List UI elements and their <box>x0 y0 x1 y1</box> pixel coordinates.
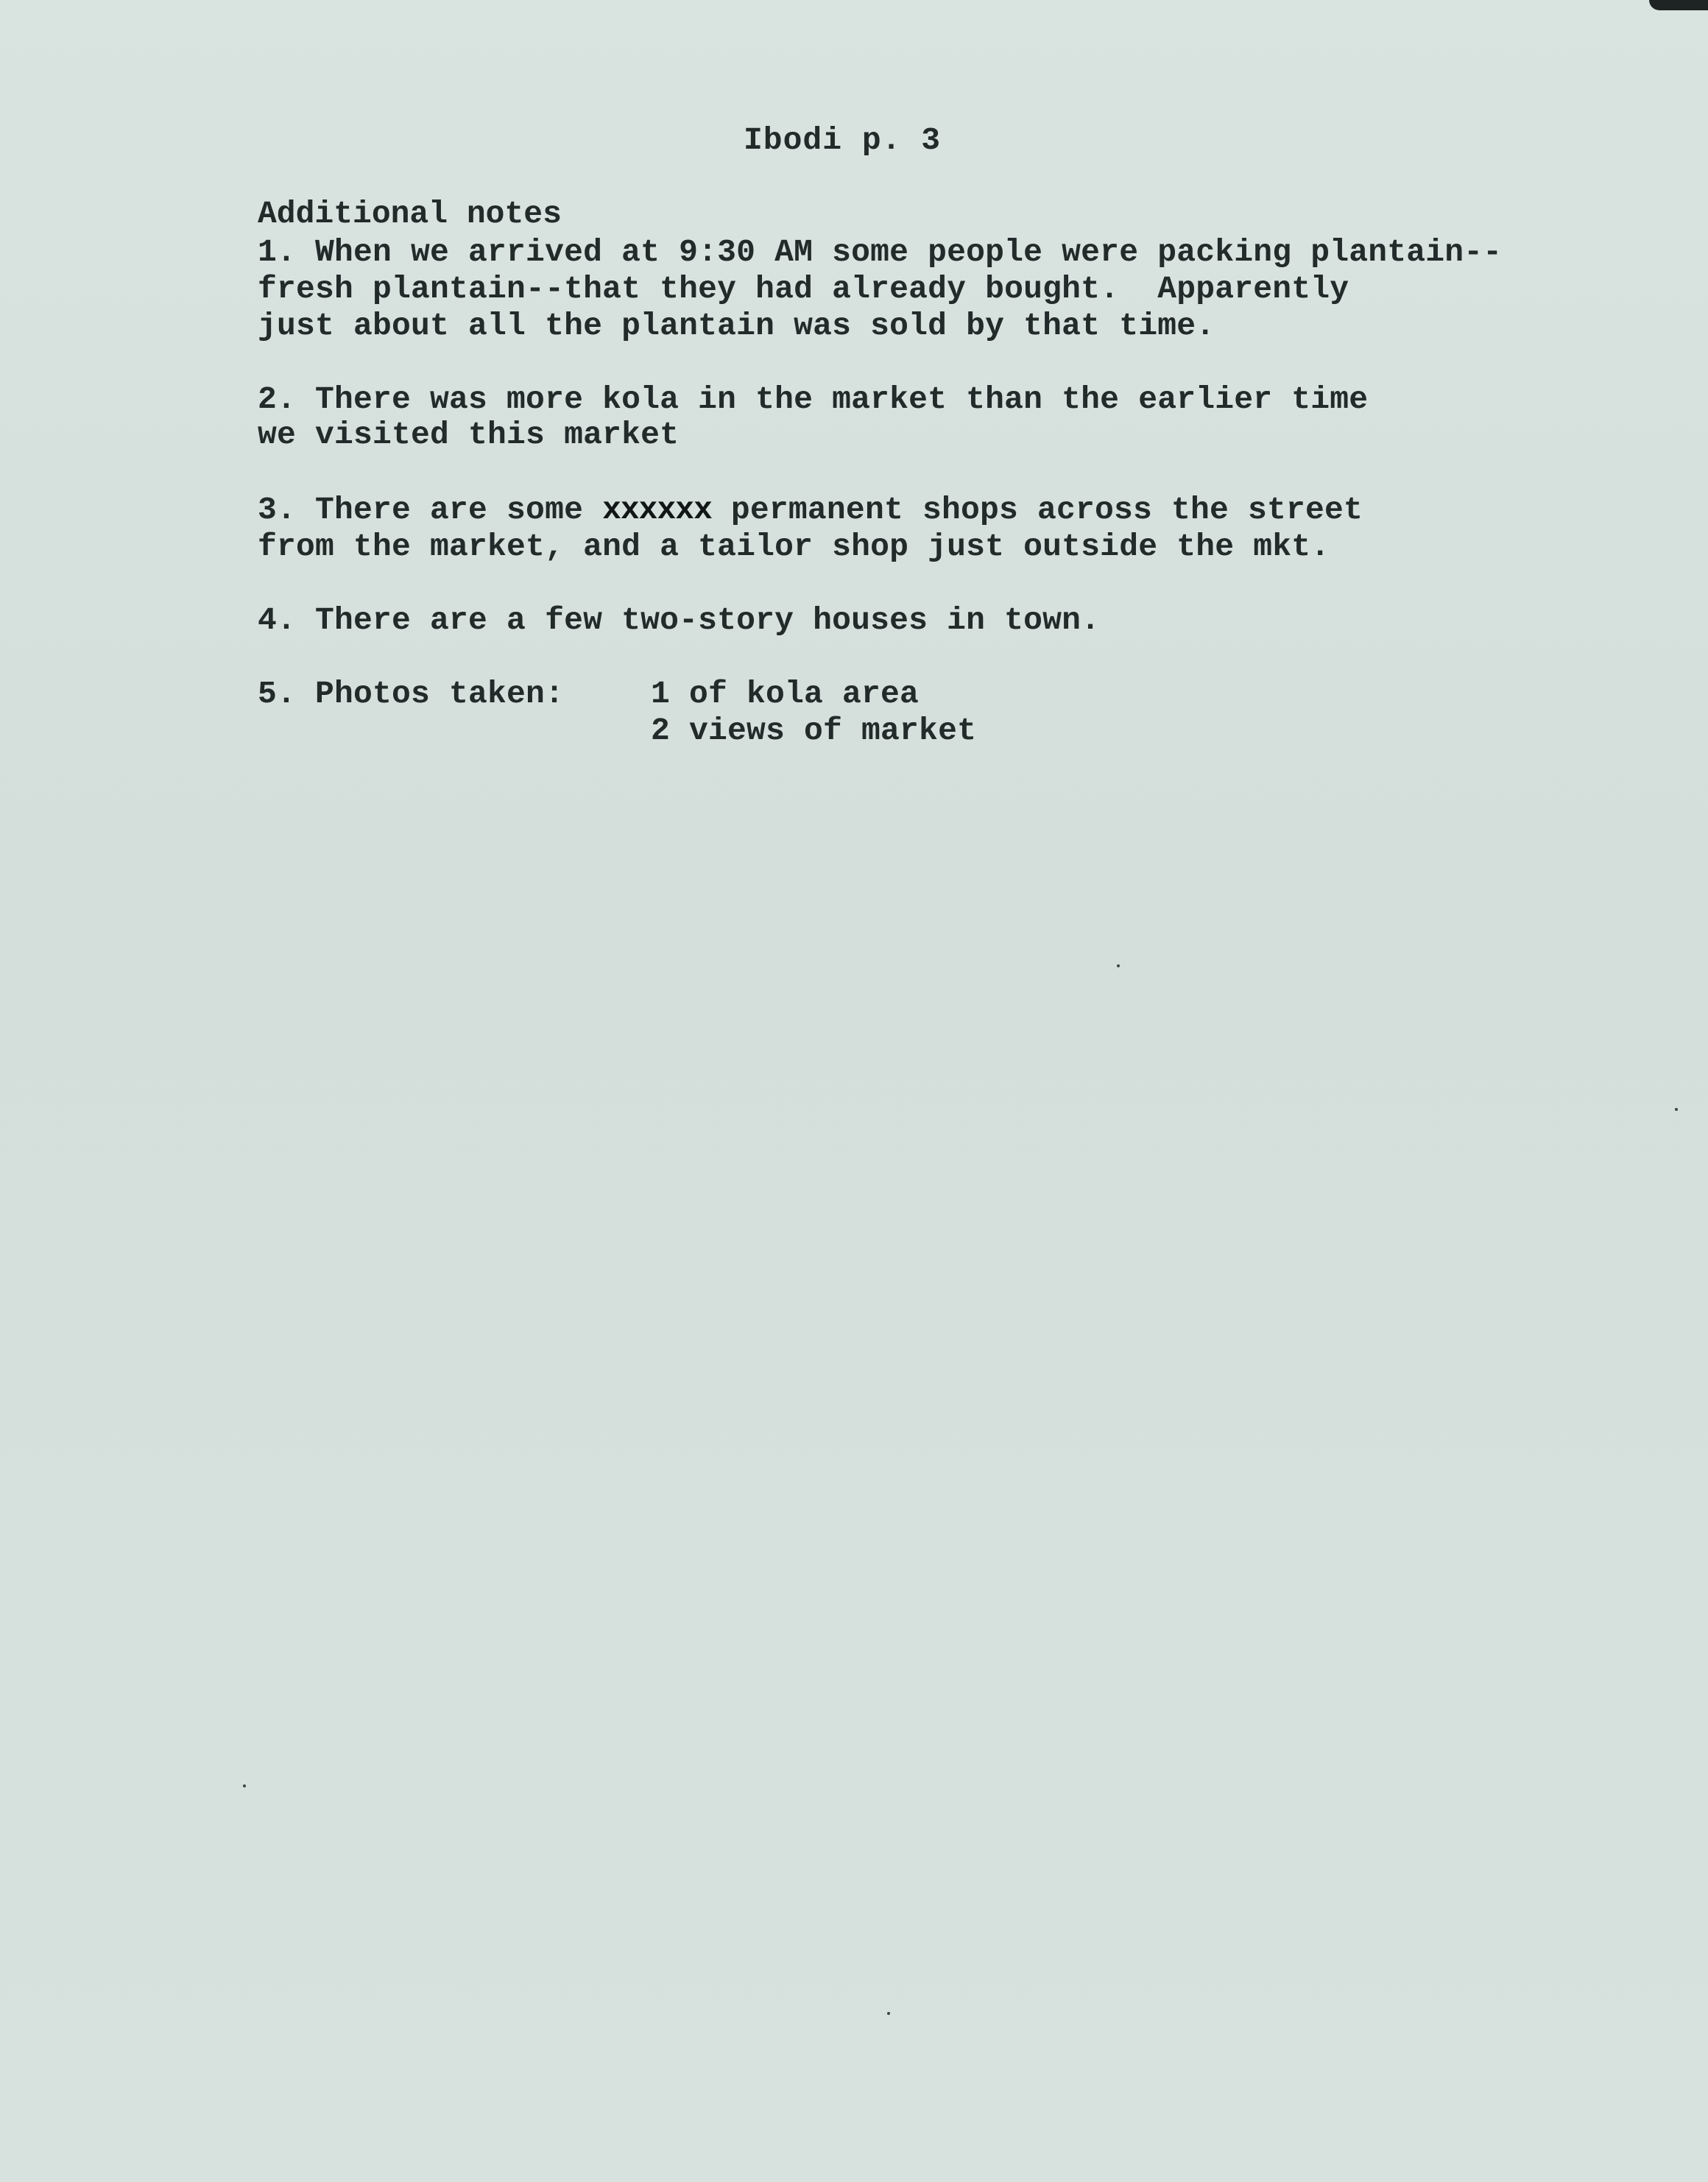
section-heading: Additional notes <box>258 196 562 232</box>
struck-out-word: xxxxxx <box>602 492 712 528</box>
note-2-line-1: 2. There was more kola in the market than the earlier time <box>258 381 1369 417</box>
note-4-line-1: 4. There are a few two-story houses in town. <box>258 602 1101 638</box>
page-corner-shadow <box>1649 0 1708 10</box>
note-5-item-2: 2 views of market <box>651 713 977 749</box>
paper-speck <box>1675 1108 1678 1111</box>
note-5-item-1: 1 of kola area <box>651 676 920 712</box>
note-1-line-2: fresh plantain--that they had already bought. Apparently <box>258 271 1349 307</box>
note-1-line-3: just about all the plantain was sold by that time. <box>258 308 1215 344</box>
page-title: Ibodi p. 3 <box>744 122 942 158</box>
note-3-text-end: permanent shops across the street <box>711 492 1363 528</box>
note-3-line-1 <box>258 492 1363 529</box>
paper-speck <box>887 2012 890 2015</box>
note-3-text-start: 3. There are some <box>258 492 603 528</box>
note-2-line-2: we visited this market <box>258 417 680 453</box>
note-5-label: 5. Photos taken: <box>258 676 565 712</box>
paper-speck <box>243 1784 246 1787</box>
note-1-line-1: 1. When we arrived at 9:30 AM some people were packing plantain-- <box>258 234 1503 270</box>
paper-speck <box>1117 964 1120 967</box>
note-3-line-2: from the market, and a tailor shop just outside the mkt. <box>258 529 1330 565</box>
